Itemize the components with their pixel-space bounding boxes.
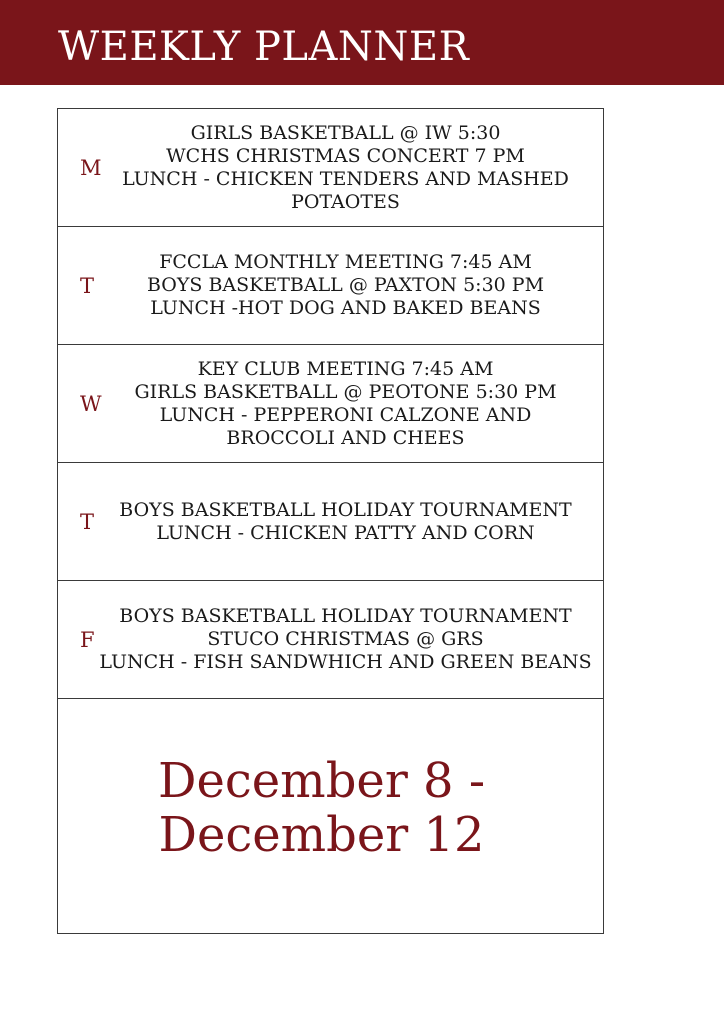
day-events xyxy=(88,463,603,580)
event-line: LUNCH - CHICKEN TENDERS AND MASHED xyxy=(122,167,569,190)
day-events xyxy=(88,109,603,226)
date-range-text xyxy=(158,754,485,862)
event-line: GIRLS BASKETBALL @ PEOTONE 5:30 PM xyxy=(134,380,557,403)
event-line: STUCO CHRISTMAS @ GRS xyxy=(207,628,484,650)
day-letter: T xyxy=(80,509,95,534)
day-events xyxy=(88,345,603,462)
event-line: FCCLA MONTHLY MEETING 7:45 AM xyxy=(159,251,532,273)
header-band xyxy=(0,0,724,85)
day-row-friday xyxy=(58,581,603,699)
event-line: POTAOTES xyxy=(291,190,400,213)
day-letter: F xyxy=(80,627,95,652)
date-range-end: December 12 xyxy=(158,807,485,863)
event-line: LUNCH -HOT DOG AND BAKED BEANS xyxy=(150,297,541,319)
event-line: LUNCH - PEPPERONI CALZONE AND xyxy=(159,403,532,426)
event-line: GIRLS BASKETBALL @ IW 5:30 xyxy=(190,121,501,144)
day-row-tuesday xyxy=(58,227,603,345)
day-events xyxy=(88,581,603,698)
day-letter: M xyxy=(80,155,102,180)
event-line: LUNCH - FISH SANDWHICH AND GREEN BEANS xyxy=(99,651,592,673)
event-line: WCHS CHRISTMAS CONCERT 7 PM xyxy=(166,144,525,167)
event-line: BOYS BASKETBALL HOLIDAY TOURNAMENT xyxy=(119,605,572,627)
page-title: WEEKLY PLANNER xyxy=(58,24,470,70)
date-range-box xyxy=(58,729,603,934)
day-row-monday xyxy=(58,109,603,227)
event-line: BOYS BASKETBALL @ PAXTON 5:30 PM xyxy=(146,274,545,296)
event-line: KEY CLUB MEETING 7:45 AM xyxy=(197,357,494,380)
day-row-wednesday xyxy=(58,345,603,463)
event-line: BROCCOLI AND CHEES xyxy=(226,426,465,449)
day-letter: T xyxy=(80,273,95,298)
day-events xyxy=(88,227,603,344)
day-letter: W xyxy=(80,391,102,416)
day-row-thursday xyxy=(58,463,603,581)
date-range-start: December 8 - xyxy=(158,753,486,809)
weekly-planner-table xyxy=(57,108,604,934)
event-line: LUNCH - CHICKEN PATTY AND CORN xyxy=(156,521,535,544)
event-line: BOYS BASKETBALL HOLIDAY TOURNAMENT xyxy=(119,498,572,521)
